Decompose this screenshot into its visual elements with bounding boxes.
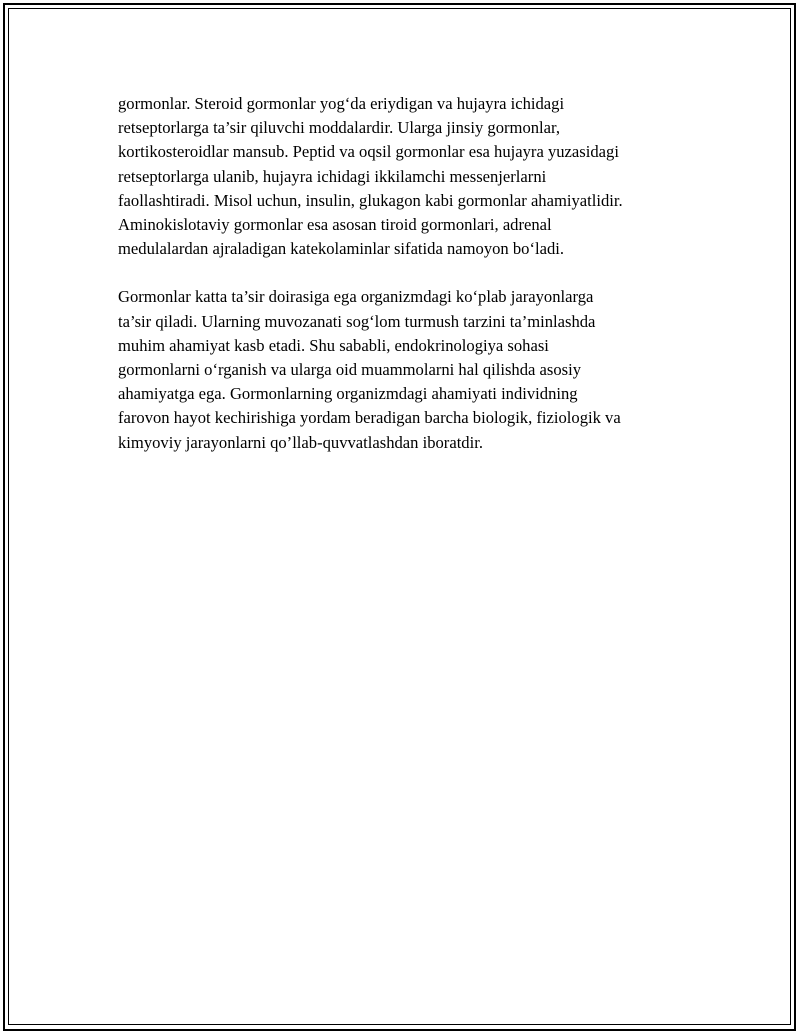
text-line: farovon hayot kechirishiga yordam beradigan barcha biologik, fiziologik va [118, 408, 621, 428]
text-line: retseptorlarga ulanib, hujayra ichidagi ikkilamchi messenjerlarni [118, 166, 547, 186]
paragraph-spacer [118, 261, 693, 285]
text-line: kimyoviy jarayonlarni qo’llab-quvvatlashdan iboratdir. [118, 432, 483, 452]
text-line: retseptorlarga ta’sir qiluvchi moddalardir. Ularga jinsiy gormonlar, [118, 118, 561, 138]
text-line: Gormonlar katta ta’sir doirasiga ega organizmdagi ko‘plab jarayonlarga [118, 287, 594, 307]
text-line: medulalardan ajraladigan katekolaminlar sifatida namoyon bo‘ladi. [118, 239, 565, 259]
document-body [118, 92, 693, 455]
text-line: ta’sir qiladi. Ularning muvozanati sog‘lom turmush tarzini ta’minlashda [118, 311, 596, 331]
text-line: gormonlar. Steroid gormonlar yog‘da eriydigan va hujayra ichidagi [118, 94, 565, 113]
text-line: faollashtiradi. Misol uchun, insulin, glukagon kabi gormonlar ahamiyatlidir. [118, 190, 623, 210]
paragraph-1 [118, 92, 693, 261]
text-line: kortikosteroidlar mansub. Peptid va oqsil gormonlar esa hujayra yuzasidagi [118, 142, 619, 162]
text-line: muhim ahamiyat kasb etadi. Shu sababli, endokrinologiya sohasi [118, 335, 549, 355]
text-line: Aminokislotaviy gormonlar esa asosan tiroid gormonlari, adrenal [118, 215, 552, 235]
paragraph-2 [118, 285, 693, 454]
text-line: gormonlarni o‘rganish va ularga oid muammolarni hal qilishda asosiy [118, 360, 582, 380]
text-line: ahamiyatga ega. Gormonlarning organizmdagi ahamiyati individning [118, 384, 578, 404]
